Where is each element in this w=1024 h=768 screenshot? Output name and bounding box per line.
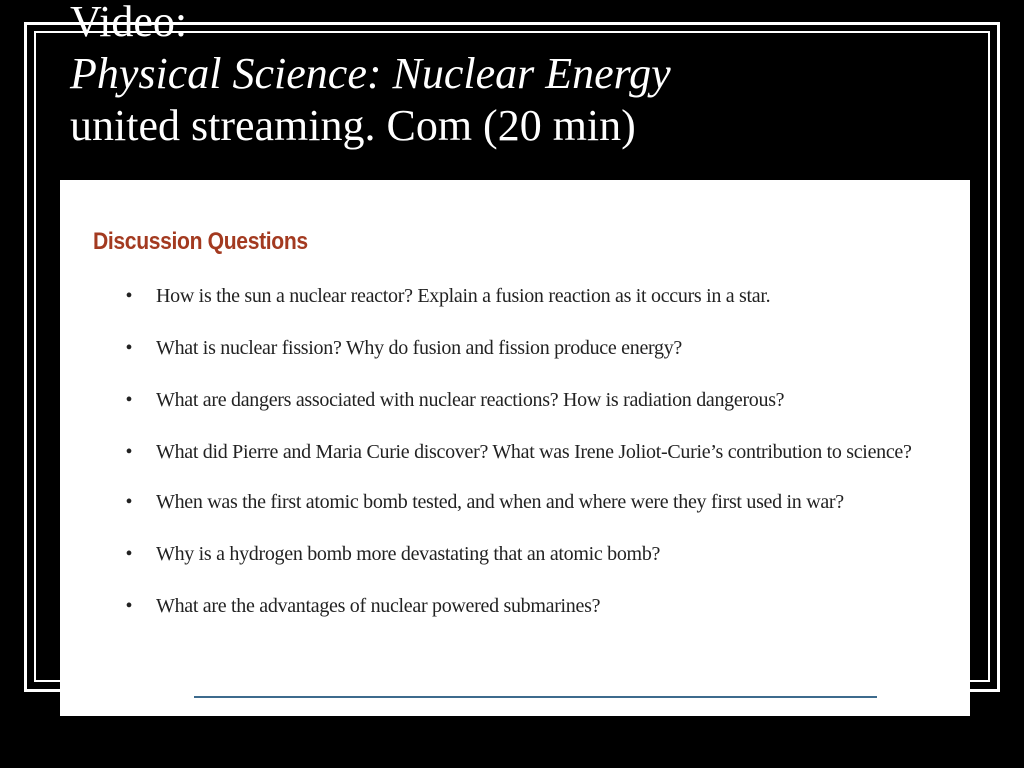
horizontal-divider <box>194 696 877 698</box>
question-list <box>124 280 944 642</box>
question-text: Why is a hydrogen bomb more devastating that an atomic bomb? <box>156 543 661 565</box>
question-text: What did Pierre and Maria Curie discover? What was Irene Joliot-Curie’s contribution to science? <box>156 441 912 463</box>
question-text: What are the advantages of nuclear powered submarines? <box>156 595 601 617</box>
bullet-icon: • <box>125 389 133 411</box>
list-item <box>124 332 944 364</box>
slide-title <box>70 0 970 152</box>
title-line-video-name: Physical Science: Nuclear Energy <box>70 49 671 98</box>
bullet-icon: • <box>125 543 133 565</box>
question-text: How is the sun a nuclear reactor? Explain a fusion reaction as it occurs in a star. <box>156 285 771 307</box>
question-text: What are dangers associated with nuclear reactions? How is radiation dangerous? <box>156 389 785 411</box>
list-item <box>124 436 944 468</box>
bullet-icon: • <box>125 595 133 617</box>
list-item <box>124 538 944 570</box>
list-item <box>124 486 944 518</box>
bullet-icon: • <box>125 441 133 463</box>
discussion-questions-heading: Discussion Questions <box>93 228 308 255</box>
list-item <box>124 384 944 416</box>
bullet-icon: • <box>125 337 133 359</box>
bullet-icon: • <box>125 491 133 513</box>
question-text: When was the first atomic bomb tested, and when and where were they first used in war? <box>156 491 844 513</box>
question-text: What is nuclear fission? Why do fusion and fission produce energy? <box>156 337 682 359</box>
bullet-icon: • <box>125 285 133 307</box>
list-item <box>124 280 944 312</box>
discussion-questions-panel <box>60 180 970 716</box>
title-line-source: united streaming. Com (20 min) <box>70 101 636 150</box>
title-line-video: Video: <box>70 0 188 46</box>
list-item <box>124 590 944 622</box>
